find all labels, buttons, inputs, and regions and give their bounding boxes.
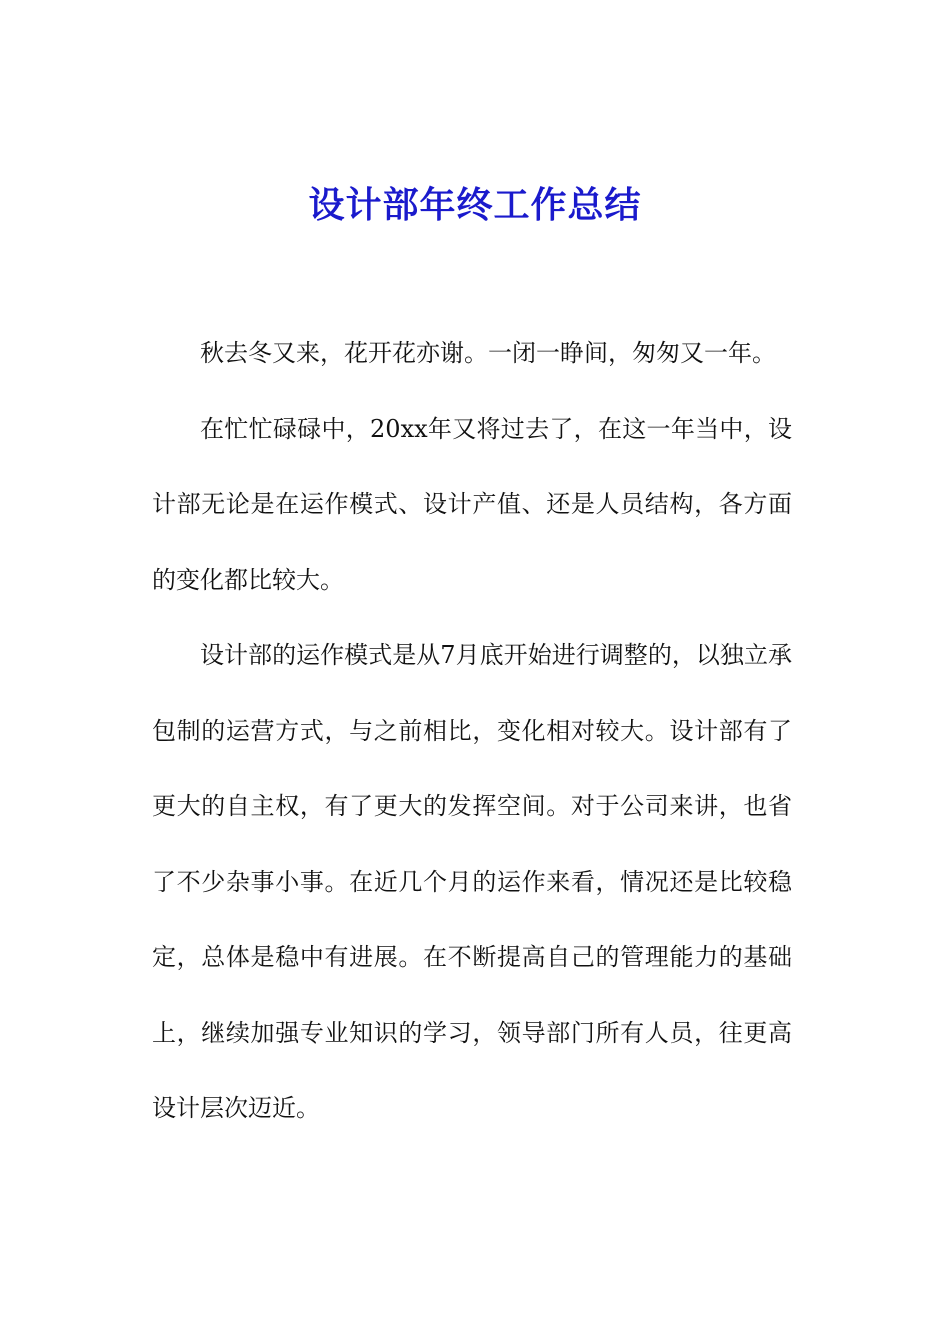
paragraph-2: 在忙忙碌碌中，20xx年又将过去了，在这一年当中，设计部无论是在运作模式、设计产值、还是人员结构，各方面的变化都比较大。 <box>152 414 792 594</box>
document-title: 设计部年终工作总结 <box>308 184 642 226</box>
document-body <box>152 316 792 1147</box>
paragraph-1: 秋去冬又来，花开花亦谢。一闭一睁间，匆匆又一年。 <box>200 339 776 367</box>
paragraph-3: 设计部的运作模式是从7月底开始进行调整的，以独立承包制的运营方式，与之前相比，变化相对较大。设计部有了更大的自主权，有了更大的发挥空间。对于公司来讲，也省了不少杂事小事。在近几个月的运作来看，情况还是比较稳定，总体是稳中有进展。在不断提高自己的管理能力的基础上，继续加强专业知识的学习，领导部门所有人员，往更高设计层次迈近。 <box>152 641 792 1122</box>
